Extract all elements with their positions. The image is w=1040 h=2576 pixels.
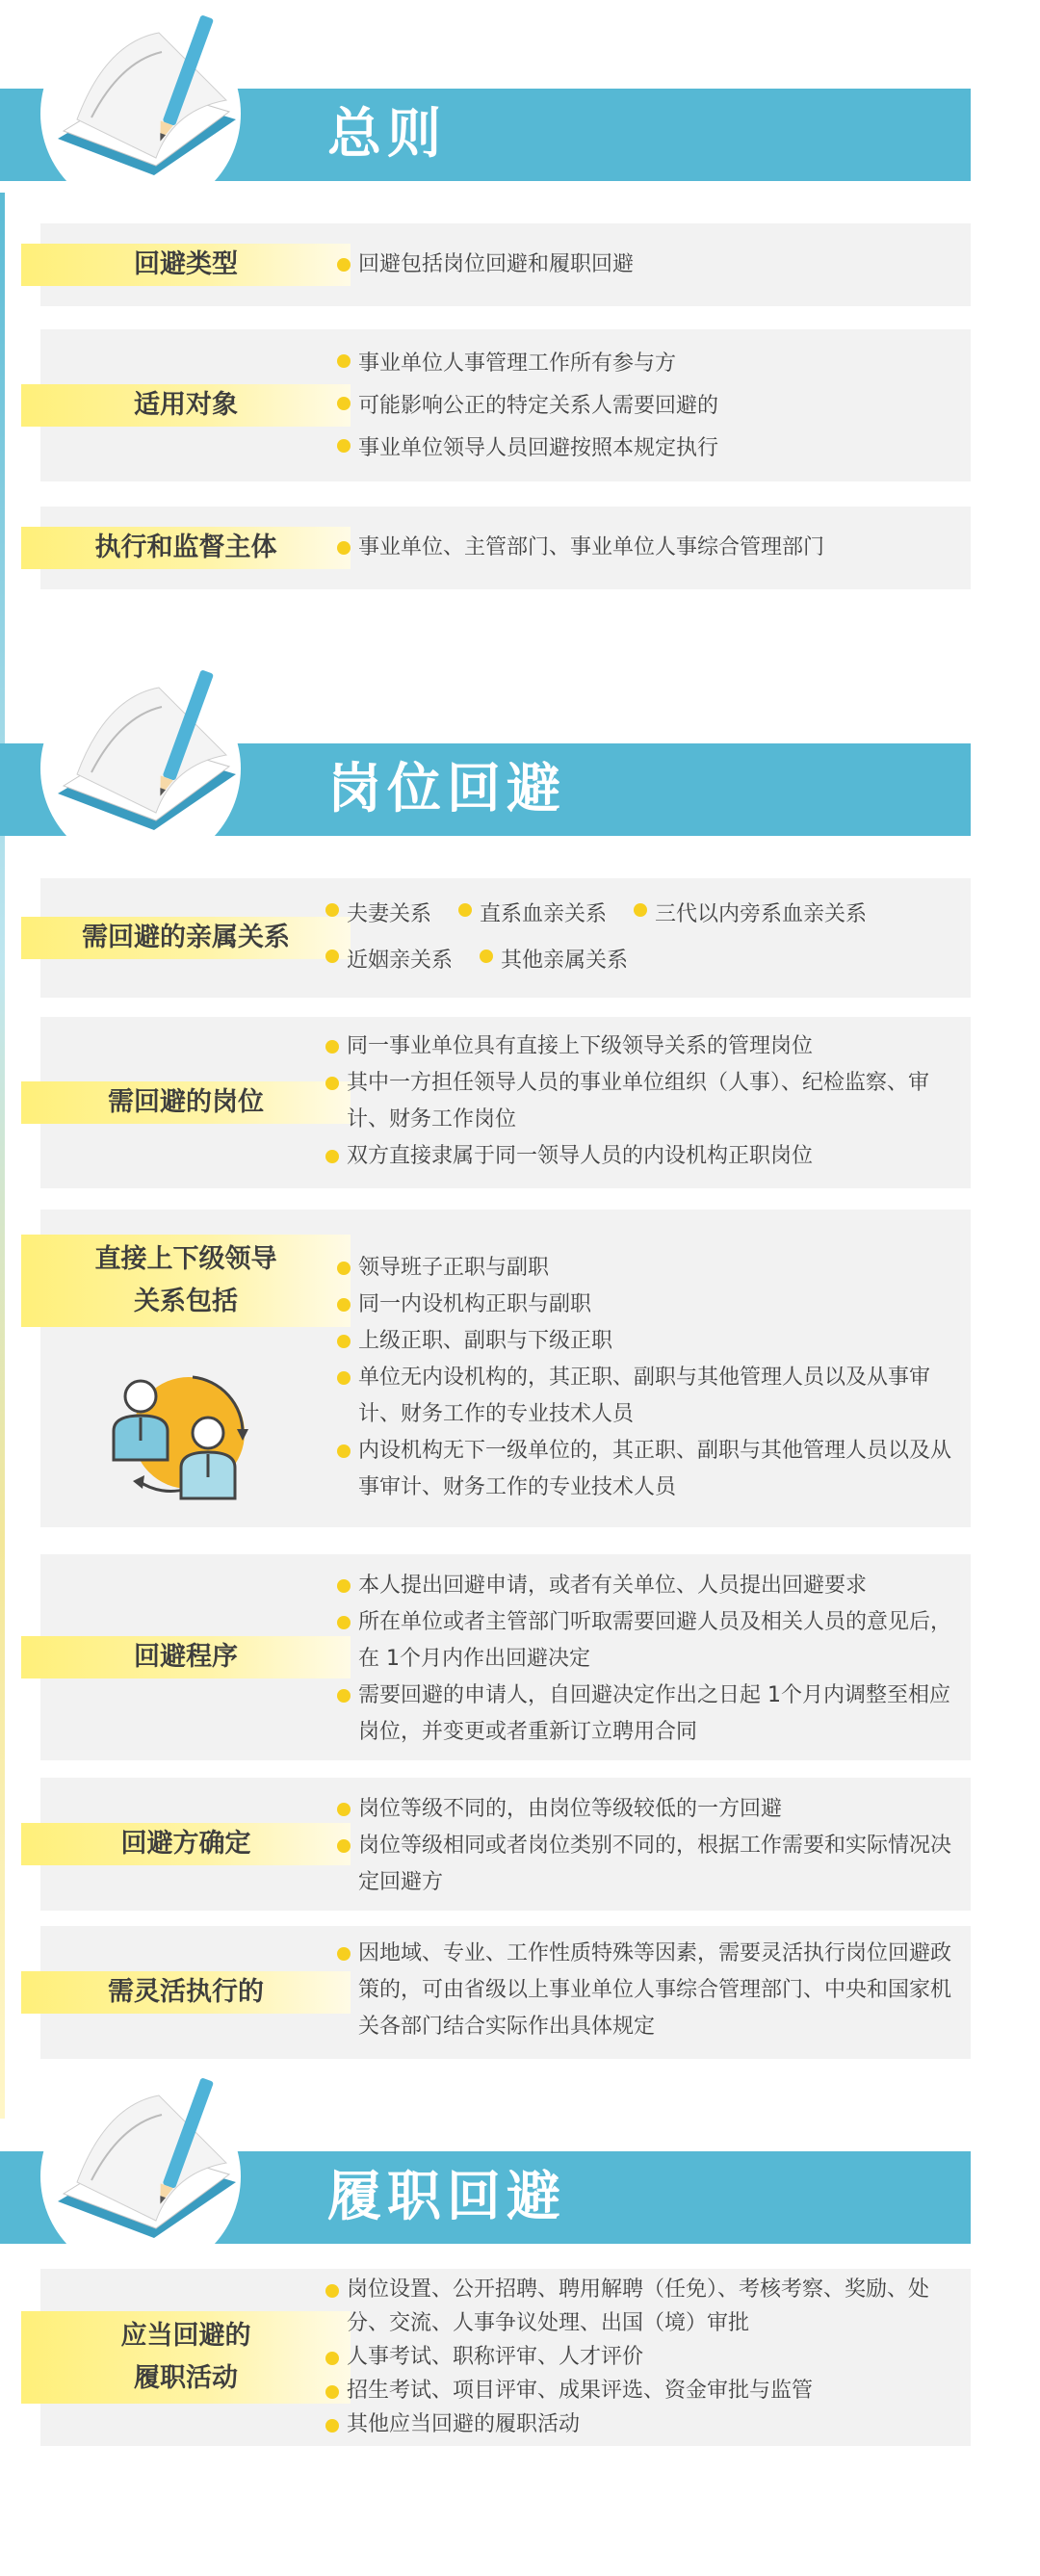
row-direct-relations [40,1210,971,1527]
list-item: 领导班子正职与副职 [337,1250,955,1287]
list-item: 回避包括岗位回避和履职回避 [337,247,955,283]
list-item: 同一事业单位具有直接上下级领导关系的管理岗位 [325,1028,955,1065]
list-item: 双方直接隶属于同一领导人员的内设机构正职岗位 [325,1138,955,1175]
row-label: 执行和监督主体 [21,527,351,569]
row-label [21,2311,351,2404]
list-item: 单位无内设机构的，其正职、副职与其他管理人员以及从事审计、财务工作的专业技术人员 [337,1360,955,1433]
section-title: 岗位回避 [327,758,566,820]
section-header-general [0,89,971,181]
row-executor [40,507,971,589]
notebook-pen-icon [39,659,250,842]
row-label [21,1235,351,1327]
list-item: 近姻亲关系 [325,938,453,984]
section-header-position [0,743,971,836]
row-determination [40,1778,971,1911]
row-flexible [40,1926,971,2059]
row-applicable-objects [40,329,971,481]
list-item: 人事考试、职称评审、人才评价 [325,2340,955,2374]
row-duty-activities [40,2269,971,2446]
list-item: 其他亲属关系 [480,938,628,984]
list-item: 其中一方担任领导人员的事业单位组织（人事）、纪检监察、审计、财务工作岗位 [325,1065,955,1138]
row-positions [40,1017,971,1188]
list-item: 事业单位、主管部门、事业单位人事综合管理部门 [337,530,955,566]
row-label: 适用对象 [21,384,351,427]
list-item: 内设机构无下一级单位的，其正职、副职与其他管理人员以及从事审计、财务工作的专业技术人员 [337,1433,955,1506]
row-relatives [40,878,971,998]
row-avoidance-type [40,223,971,306]
people-exchange-icon [100,1364,264,1508]
list-item: 事业单位人事管理工作所有参与方 [337,343,955,385]
list-item: 所在单位或者主管部门听取需要回避人员及相关人员的意见后，在 1个月内作出回避决定 [337,1604,955,1678]
section-title: 履职回避 [327,2166,566,2228]
list-item: 夫妻关系 [325,892,431,938]
list-item: 招生考试、项目评审、成果评选、资金审批与监管 [325,2374,955,2407]
list-item: 岗位等级不同的，由岗位等级较低的一方回避 [337,1791,955,1828]
list-item: 本人提出回避申请，或者有关单位、人员提出回避要求 [337,1568,955,1604]
list-item: 上级正职、副职与下级正职 [337,1323,955,1360]
notebook-pen-icon [39,2067,250,2250]
list-item: 可能影响公正的特定关系人需要回避的 [337,385,955,428]
list-item: 岗位设置、公开招聘、聘用解聘（任免）、考核考察、奖励、处分、交流、人事争议处理、出国（境）审批 [325,2273,955,2340]
list-item: 三代以内旁系血亲关系 [634,892,867,938]
row-label-line: 关系包括 [134,1287,238,1316]
row-label: 回避方确定 [21,1823,351,1865]
section-title: 总则 [327,103,447,166]
list-item: 直系血亲关系 [458,892,607,938]
row-label: 需回避的亲属关系 [21,917,351,959]
list-item: 其他应当回避的履职活动 [325,2407,955,2441]
row-label: 回避类型 [21,244,351,286]
section-header-duty [0,2151,971,2244]
row-label-line: 直接上下级领导 [94,1244,277,1274]
list-item: 同一内设机构正职与副职 [337,1287,955,1323]
row-label-line: 履职活动 [134,2363,238,2393]
row-label: 回避程序 [21,1636,351,1678]
list-item: 事业单位领导人员回避按照本规定执行 [337,428,955,470]
list-item: 因地域、专业、工作性质特殊等因素，需要灵活执行岗位回避政策的，可由省级以上事业单位人事综合管理部门、中央和国家机关各部门结合实际作出具体规定 [337,1936,955,2045]
list-item: 岗位等级相同或者岗位类别不同的，根据工作需要和实际情况决定回避方 [337,1828,955,1901]
list-item: 需要回避的申请人，自回避决定作出之日起 1个月内调整至相应岗位，并变更或者重新订立聘用合同 [337,1678,955,1751]
notebook-pen-icon [39,4,250,187]
decorative-side-line [0,193,5,2119]
row-label: 需灵活执行的 [21,1971,351,2014]
row-label-line: 应当回避的 [120,2321,251,2351]
row-procedure [40,1554,971,1760]
row-label: 需回避的岗位 [21,1081,351,1124]
